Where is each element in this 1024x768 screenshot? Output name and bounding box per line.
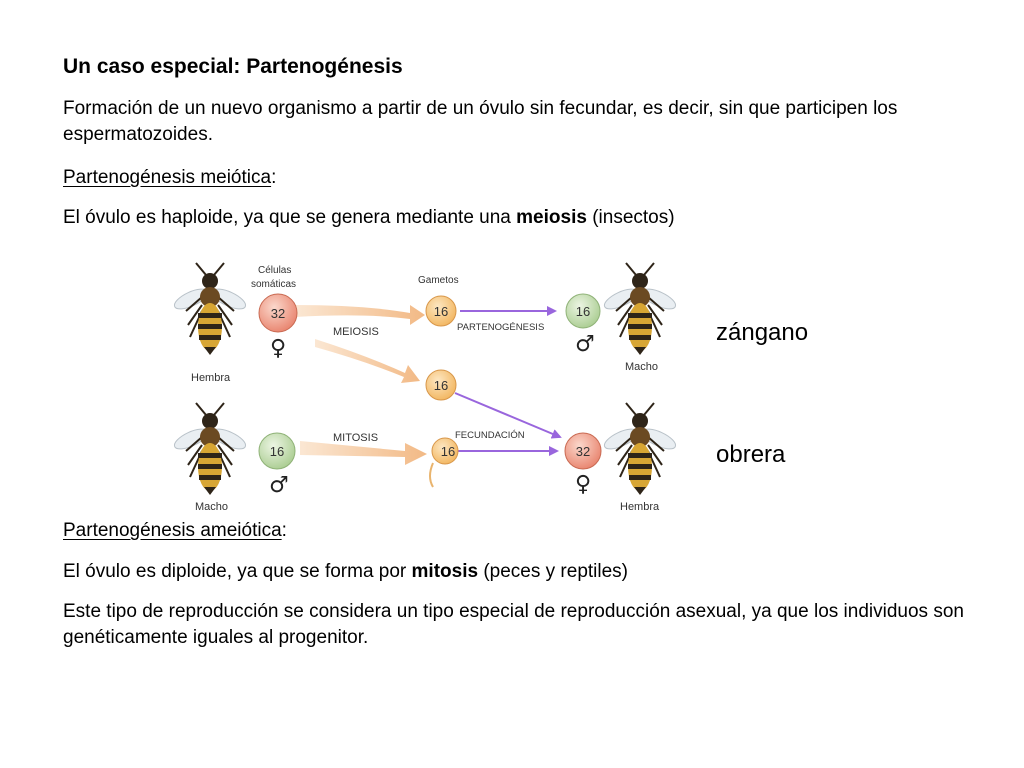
intro-paragraph: Formación de un nuevo organismo a partir de un óvulo sin fecundar, es decir, sin que participen los espermatozoides. (63, 98, 898, 145)
label-hembra-bottom: Hembra (620, 501, 660, 513)
label-somaticas: somáticas (251, 279, 297, 290)
diagram-svg (165, 255, 695, 515)
label-macho-top: Macho (625, 361, 659, 373)
cell-egg-top-count: 16 (433, 304, 449, 319)
label-mitosis: MITOSIS (333, 432, 379, 444)
cell-female-result-count: 32 (575, 444, 591, 459)
label-obrera: obrera (716, 441, 786, 468)
female-symbol-bottom: ♀ (574, 472, 592, 497)
female-bee-bottom-icon (602, 403, 679, 495)
cell-sperm-count: 16 (440, 444, 456, 459)
ameiotic-paragraph (63, 559, 973, 585)
mitosis-arrow (300, 441, 427, 465)
cell-egg-bottom-count: 16 (433, 378, 449, 393)
ameiotic-text-before: El óvulo es diploide, ya que se forma por (63, 561, 412, 582)
male-bee-bottom-icon (172, 403, 249, 495)
sperm-tail (430, 463, 433, 487)
mitosis-bold: mitosis (411, 561, 479, 582)
ameiotic-heading-text: Partenogénesis ameiótica (63, 520, 282, 541)
label-hembra-top: Hembra (191, 372, 231, 384)
meiotic-text-after: (insectos) (586, 207, 675, 228)
female-symbol-top: ♀ (269, 336, 287, 361)
meiosis-arrow-bottom (315, 339, 420, 383)
male-symbol-top: ♂ (575, 332, 595, 357)
cell-female-somatic-count: 32 (270, 306, 286, 321)
label-gametos: Gametos (418, 275, 459, 286)
meiotic-heading: Partenogénesis meiótica: (63, 167, 277, 188)
parthenogenesis-diagram (165, 255, 695, 515)
meiotic-paragraph (63, 205, 973, 231)
male-bee-top-icon (602, 263, 679, 355)
meiosis-bold: meiosis (516, 207, 587, 228)
meiotic-text-before: El óvulo es haploide, ya que se genera mediante una (63, 207, 517, 228)
female-bee-top-icon (172, 263, 249, 355)
cell-male-result-count: 16 (575, 304, 591, 319)
meiotic-heading-text: Partenogénesis meiótica (63, 167, 272, 188)
slide-title: Un caso especial: Partenogénesis (63, 55, 403, 78)
male-symbol-bottom: ♂ (269, 473, 289, 498)
ameiotic-text-after: (peces y reptiles) (478, 561, 629, 582)
meiosis-arrow-top (295, 305, 425, 325)
asexual-note-paragraph: Este tipo de reproducción se considera un tipo especial de reproducción asexual, ya que los individuos son genéticamente iguales al progenitor. (63, 601, 964, 648)
ameiotic-heading: Partenogénesis ameiótica: (63, 520, 287, 541)
label-partenogenesis: PARTENOGÉNESIS (457, 322, 545, 333)
label-meiosis: MEIOSIS (333, 326, 379, 338)
cell-male-somatic-count: 16 (269, 444, 285, 459)
label-celulas: Células (258, 265, 292, 276)
label-fecundacion: FECUNDACIÓN (455, 430, 525, 441)
label-macho-bottom: Macho (195, 501, 229, 513)
label-zangano: zángano (716, 319, 809, 346)
